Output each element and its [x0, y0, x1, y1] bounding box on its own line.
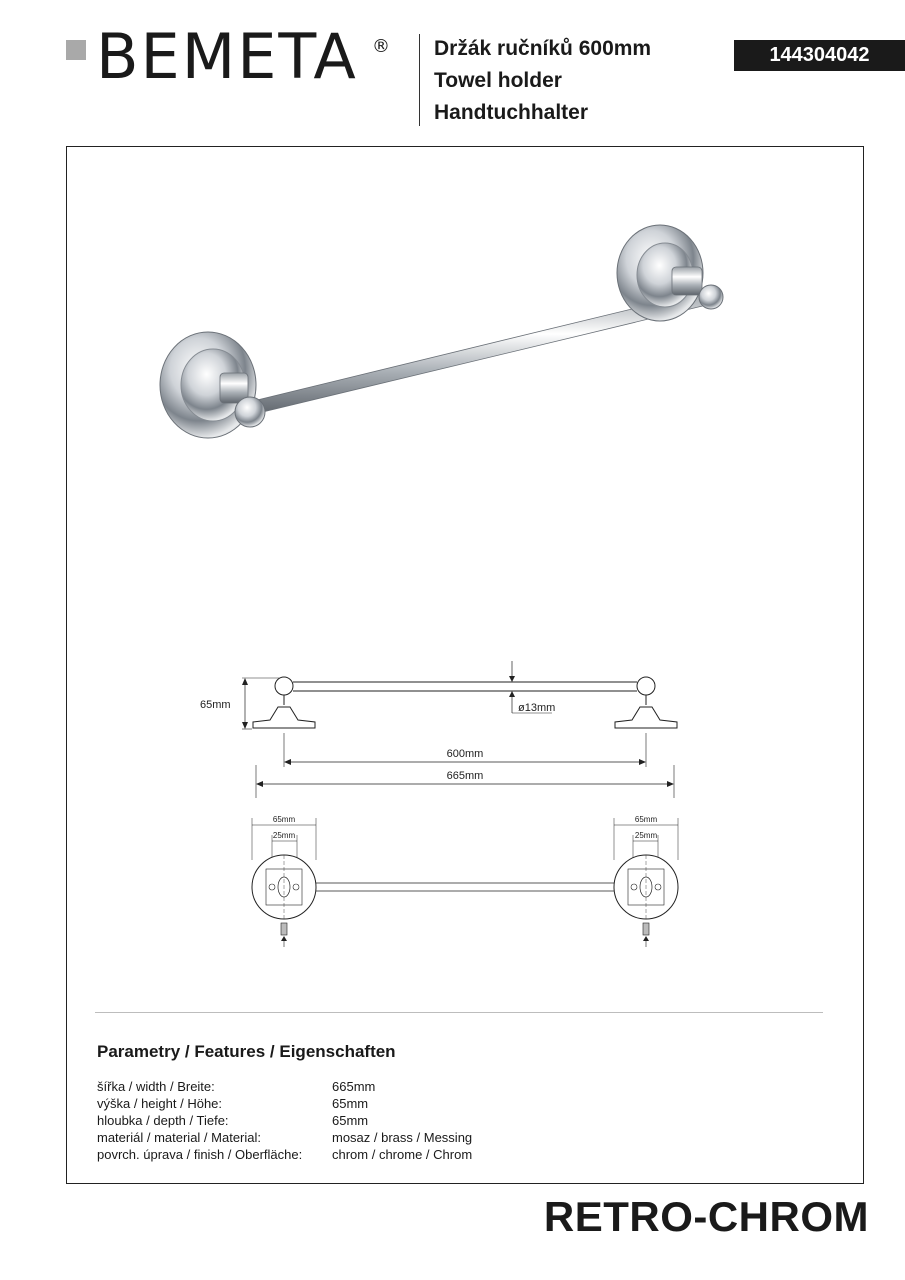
spec-value: 665mm — [332, 1079, 376, 1094]
diameter-dimension: ø13mm — [518, 702, 556, 714]
spec-row-finish — [97, 1146, 597, 1163]
technical-drawing — [190, 655, 700, 955]
section-divider — [95, 1012, 823, 1013]
spec-row-height — [97, 1095, 597, 1112]
total-length-dimension: 665mm — [446, 770, 484, 782]
base-width-right: 65mm — [634, 815, 658, 824]
spec-row-width — [97, 1078, 597, 1095]
spec-value: chrom / chrome / Chrom — [332, 1147, 473, 1162]
length-dimension: 600mm — [446, 748, 484, 760]
title-german: Handtuchhalter — [434, 101, 589, 124]
spec-label: hloubka / depth / Tiefe: — [97, 1113, 229, 1128]
header-divider — [419, 34, 420, 126]
spec-label: povrch. úprava / finish / Oberfläche: — [97, 1147, 303, 1162]
spec-value: 65mm — [332, 1113, 369, 1128]
height-dimension: 65mm — [200, 699, 231, 711]
title-english: Towel holder — [434, 69, 562, 92]
spec-label: výška / height / Höhe: — [97, 1096, 223, 1111]
spec-value: 65mm — [332, 1096, 369, 1111]
spec-label: šířka / width / Breite: — [97, 1079, 215, 1094]
spec-row-depth — [97, 1112, 597, 1129]
features-heading: Parametry / Features / Eigenschaften — [97, 1042, 396, 1061]
registered-mark: ® — [372, 36, 390, 57]
product-code-badge: 144304042 — [734, 40, 905, 71]
product-image — [150, 215, 740, 445]
hole-spacing-right: 25mm — [634, 831, 658, 840]
spec-row-material — [97, 1129, 597, 1146]
title-czech: Držák ručníků 600mm — [434, 37, 652, 60]
brand-logo: BEMETA — [96, 20, 358, 93]
logo-square — [66, 40, 86, 60]
hole-spacing-left: 25mm — [272, 831, 296, 840]
series-name: RETRO-CHROM — [543, 1193, 869, 1240]
base-width-left: 65mm — [272, 815, 296, 824]
spec-label: materiál / material / Material: — [97, 1130, 261, 1145]
spec-value: mosaz / brass / Messing — [332, 1130, 473, 1145]
